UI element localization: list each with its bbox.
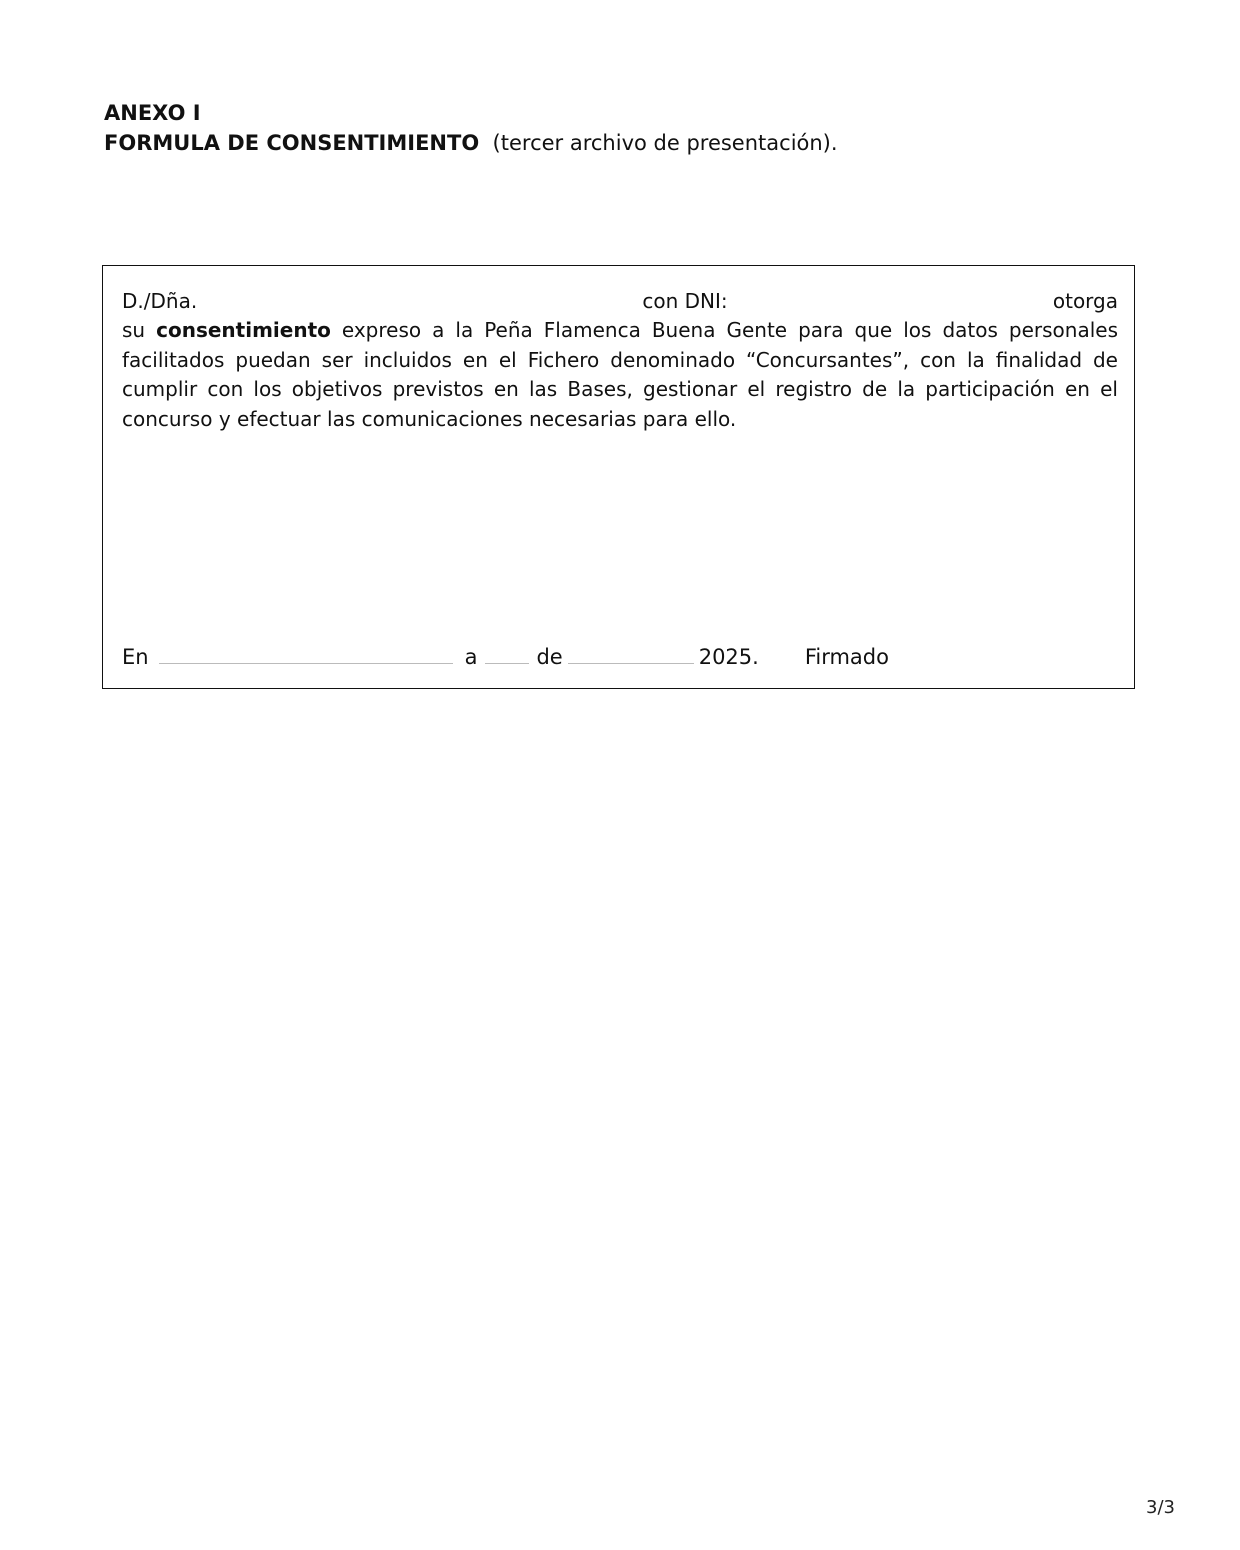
month-label: de: [536, 645, 563, 669]
signed-label: Firmado: [804, 645, 889, 669]
form-subtitle: (tercer archivo de presentación).: [492, 131, 838, 155]
form-title-line: [104, 128, 838, 158]
month-blank-field[interactable]: [568, 637, 694, 664]
document-heading: [104, 98, 838, 158]
identity-line: [122, 287, 1118, 316]
name-label: D./Dña.: [122, 289, 198, 313]
place-label: En: [122, 645, 149, 669]
annex-title: ANEXO I: [104, 101, 201, 125]
place-blank-field[interactable]: [159, 637, 453, 664]
consent-paragraph: [122, 287, 1118, 434]
day-blank-field[interactable]: [485, 637, 529, 664]
day-label: a: [464, 645, 478, 669]
consent-form-box: [102, 265, 1135, 689]
year-text: 2025.: [698, 645, 759, 669]
page-number: 3/3: [1146, 1497, 1175, 1518]
grants-word: otorga: [1052, 289, 1118, 313]
form-title: FORMULA DE CONSENTIMIENTO: [104, 131, 480, 155]
consent-body: expreso a la Peña Flamenca Buena Gente para que los datos personales facilitados puedan ser incluidos en el Fichero denominado “Concursantes”, con la finalidad de cumplir con los objetivos previstos en las Bases, gestionar el registro de la participación en el concurso y efectuar las comunicaciones necesarias para ello.: [122, 318, 1118, 431]
consent-bold-word: consentimiento: [156, 318, 331, 343]
dni-label: con DNI:: [642, 289, 728, 313]
consent-prefix: su: [122, 318, 157, 343]
signature-line: [122, 637, 889, 672]
